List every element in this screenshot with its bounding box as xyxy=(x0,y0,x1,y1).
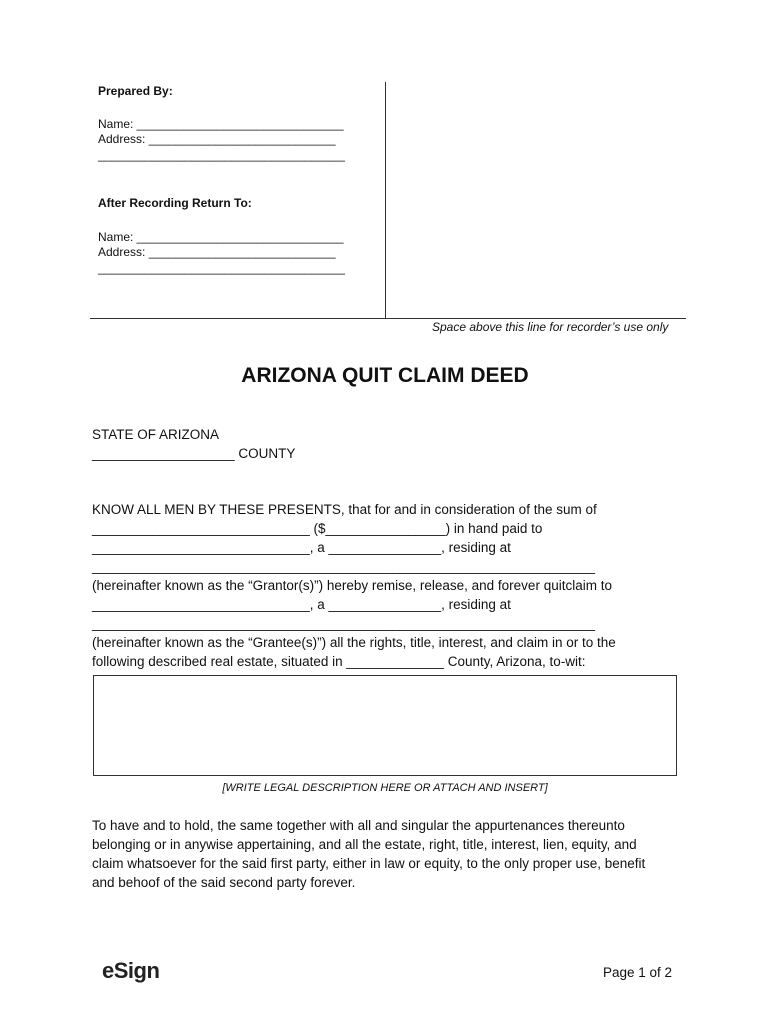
return-to-address-field[interactable]: Address: ____________________________ xyxy=(98,245,336,259)
property-county-field[interactable]: following described real estate, situated in _____________ County, Arizona, to-wit: xyxy=(92,654,586,669)
grantee-name-field[interactable]: _____________________________, a _______________, residing at xyxy=(92,597,511,612)
page-title: ARIZONA QUIT CLAIM DEED xyxy=(241,364,529,387)
return-to-name-field[interactable]: Name: _______________________________ xyxy=(98,230,344,244)
state-line: STATE OF ARIZONA xyxy=(92,427,220,442)
grantor-address-field[interactable]: ___________________________________________________________________ xyxy=(92,559,596,574)
habendum-line: To have and to hold, the same together with all and singular the appurtenances thereunto xyxy=(92,818,625,833)
recorder-space-line xyxy=(90,318,686,319)
habendum-line: claim whatsoever for the said first party, either in law or equity, to the only proper use, benefit xyxy=(92,856,646,871)
habendum-line: belonging or in anywise appertaining, and all the estate, right, title, interest, lien, equity, and xyxy=(92,837,637,852)
grantor-name-field[interactable]: _____________________________, a _______________, residing at xyxy=(92,540,511,555)
return-to-address-line-2[interactable]: _____________________________________ xyxy=(98,261,345,275)
habendum-line: and behoof of the said second party forever. xyxy=(92,875,356,890)
return-to-heading: After Recording Return To: xyxy=(98,196,252,210)
consideration-line: (hereinafter known as the “Grantor(s)”) hereby remise, release, and forever quitclaim to xyxy=(92,578,612,593)
consideration-amount-field[interactable]: _____________________________ ($________________) in hand paid to xyxy=(92,521,543,536)
prepared-by-name-field[interactable]: Name: _______________________________ xyxy=(98,117,344,131)
consideration-line: (hereinafter known as the “Grantee(s)”) all the rights, title, interest, and claim in or to the xyxy=(92,635,616,650)
grantee-address-field[interactable]: ___________________________________________________________________ xyxy=(92,616,596,631)
prepared-by-heading: Prepared By: xyxy=(98,84,173,98)
consideration-line: KNOW ALL MEN BY THESE PRESENTS, that for and in consideration of the sum of xyxy=(92,502,597,517)
legal-description-box[interactable] xyxy=(93,675,677,776)
legal-description-caption: [WRITE LEGAL DESCRIPTION HERE OR ATTACH AND INSERT] xyxy=(222,782,548,794)
recorder-space-divider xyxy=(385,82,386,319)
county-field[interactable]: ___________________ COUNTY xyxy=(92,446,296,461)
prepared-by-address-field[interactable]: Address: ____________________________ xyxy=(98,132,336,146)
recorder-use-note: Space above this line for recorder’s use only xyxy=(432,320,669,334)
esign-logo: eSign xyxy=(102,958,160,983)
prepared-by-address-line-2[interactable]: _____________________________________ xyxy=(98,148,345,162)
page-number: Page 1 of 2 xyxy=(603,965,673,980)
